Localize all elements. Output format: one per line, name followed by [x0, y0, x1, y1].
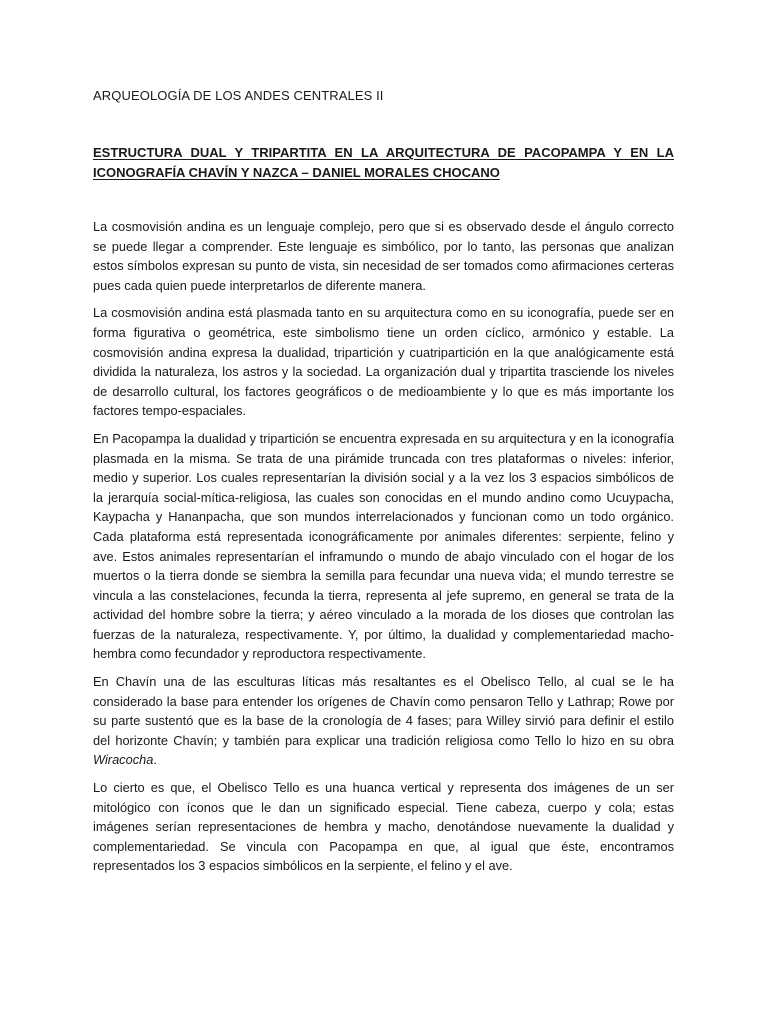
- paragraph-3: En Pacopampa la dualidad y tripartición se encuentra expresada en su arquitectura y en la iconografía plasmada en la misma. Se trata de una pirámide truncada con tres plataformas o niveles: inferior, medio y superior. Los cuales representarían la división social y a la vez los 3 espacios simbólicos de la jerarquía social-mítica-religiosa, las cuales son conocidas en el mundo andino como Ucuypacha, Kaypacha y Hananpacha, que son mundos interrelacionados y funcionan como un todo orgánico. Cada plataforma está representada iconográficamente por animales diferentes: serpiente, felino y ave. Estos animales representarían el inframundo o mundo de abajo vinculado con el hogar de los muertos o la tierra donde se siembra la semilla para fecundar una nueva vida; el mundo terrestre se vincula a las constelaciones, fecunda la tierra, representa al jefe supremo, en general se trata de la actividad del hombre sobre la tierra; y aéreo vinculado a la morada de los dioses que controlan las fuerzas de la naturaleza, respectivamente. Y, por último, la dualidad y complementariedad macho-hembra como fecundador y reproductora respectivamente.: [93, 430, 674, 662]
- paragraph-4: [93, 672, 674, 770]
- paragraph-5: Lo cierto es que, el Obelisco Tello es una huanca vertical y representa dos imágenes de un ser mitológico con íconos que le dan un significado especial. Tiene cabeza, cuerpo y cola; estas imágenes serían representaciones de hembra y macho, denotándose nuevamente la dualidad y complementariedad. Se vincula con Pacopampa en que, al igual que éste, encontramos representados los 3 espacios simbólicos en la serpiente, el felino y el ave.: [93, 780, 674, 874]
- document-title: ESTRUCTURA DUAL Y TRIPARTITA EN LA ARQUITECTURA DE PACOPAMPA Y EN LA ICONOGRAFÍA CHAVÍN Y NAZCA – DANIEL MORALES CHOCANO: [93, 145, 674, 180]
- paragraph-1: La cosmovisión andina es un lenguaje complejo, pero que si es observado desde el ángulo correcto se puede llegar a comprender. Este lenguaje es simbólico, por lo tanto, las personas que analizan estos símbolos expresan su punto de vista, sin necesidad de ser tomados como afirmaciones certeras pues cada quien puede interpretarlos de diferente manera.: [93, 219, 674, 293]
- paragraph-4-text: En Chavín una de las esculturas líticas más resaltantes es el Obelisco Tello, al cual se le ha considerado la base para entender los orígenes de Chavín como pensaron Tello y Lathrap; Rowe por su parte sustentó que es la base de la cronología de 4 fases; para Willey sirvió para definir el estilo del horizonte Chavín; y también para explicar una tradición religiosa como Tello lo hizo en su obra: [93, 674, 674, 748]
- course-heading: ARQUEOLOGÍA DE LOS ANDES CENTRALES II: [93, 88, 384, 103]
- document-body: [93, 217, 674, 884]
- paragraph-4-italic-title: Wiracocha: [93, 752, 154, 768]
- paragraph-2: La cosmovisión andina está plasmada tanto en su arquitectura como en su iconografía, puede ser en forma figurativa o geométrica, este simbolismo tiene un orden cíclico, armónico y estable. La cosmovisión andina expresa la dualidad, tripartición y cuatripartición en la que analógicamente está dividida la naturaleza, los astros y la sociedad. La organización dual y tripartita trasciende los niveles de desarrollo cultural, los factores geográficos o de medioambiente y lo que es más importante los factores tempo-espaciales.: [93, 305, 674, 419]
- paragraph-4-end: .: [153, 752, 157, 768]
- document-page: [93, 0, 674, 1024]
